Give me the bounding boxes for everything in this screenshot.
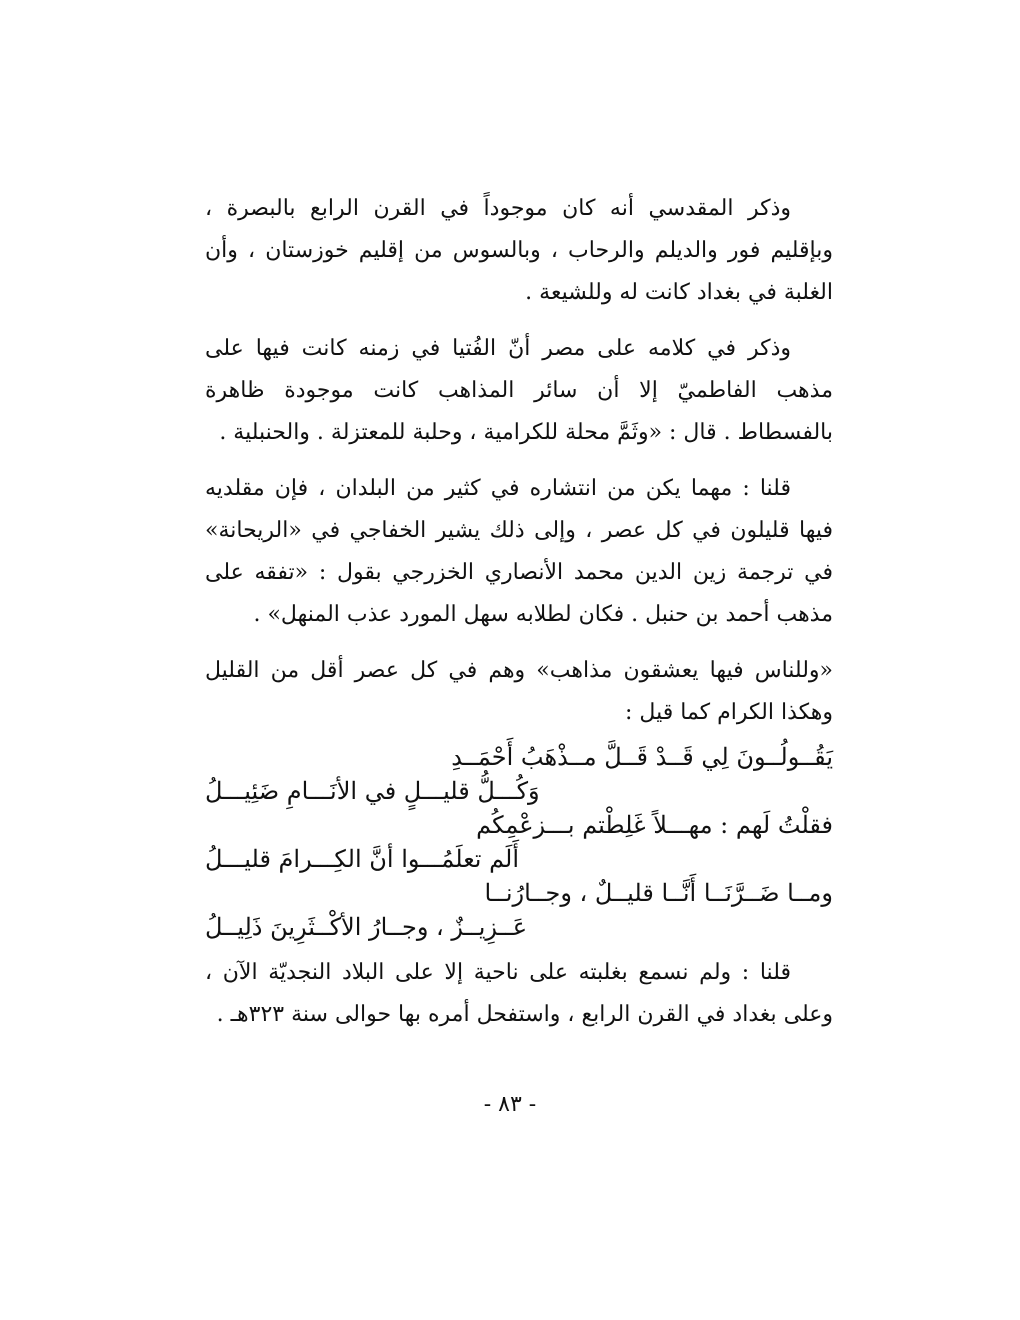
poem-verse-2-second-half: أَلَم تعلَمُـــوا أنَّ الكِـــرامَ قليـــلُ <box>205 845 520 873</box>
paragraph-4: «وللناس فيها يعشقون مذاهب» وهم في كل عصر أقل من القليل وهكذا الكرام كما قيل : <box>205 658 833 725</box>
poem-verse-1-second-half: وَكُـــلُّ قليـــلٍ في الأنَـــامِ ضَئِيـــلُ <box>205 777 540 805</box>
page-number: - ٨٣ - <box>483 1092 537 1117</box>
poem-verse-3-first-half: ومــا ضَــرَّنَــا أَنَّــا قليــلٌ ، وجــارُنــا <box>484 879 833 907</box>
paragraph-2: وذكر في كلامه على مصر أنّ الفُتيا في زمنه كانت فيها على مذهب الفاطميّ إلا أن سائر المذاهب كانت موجودة ظاهرة بالفسطاط . قال : «وثَمَّ محلة للكرامية ، وحلبة للمعتزلة . والحنبلية . <box>205 336 833 445</box>
poem-verse-2-first-half: فقلْتُ لَهم : مهـــلاً غَلِطْتم بـــزعْمِكُم <box>476 811 833 839</box>
page-body <box>205 188 833 1036</box>
closing-paragraph: قلنا : ولم نسمع بغلبته على ناحية إلا على البلاد النجديّة الآن ، وعلى بغداد في القرن الرابع ، واستفحل أمره بها حوالى سنة ٣٢٣هـ . <box>205 960 833 1027</box>
poem-verse-1-first-half: يَقُــولُــونَ لِي قَــدْ قَــلَّ مــذْهَبُ أَحْمَــدِ <box>451 743 833 771</box>
poem <box>205 740 833 944</box>
paragraph-1: وذكر المقدسي أنه كان موجوداً في القرن الرابع بالبصرة ، وبإقليم فور والديلم والرحاب ، وبالسوس من إقليم خوزستان ، وأن الغلبة في بغداد كانت له وللشيعة . <box>205 196 833 305</box>
paragraph-3: قلنا : مهما يكن من انتشاره في كثير من البلدان ، فإن مقلديه فيها قليلون في كل عصر ، وإلى ذلك يشير الخفاجي في «الريحانة» في ترجمة زين الدين محمد الأنصاري الخزرجي بقول : «تفقه على مذهب أحمد بن حنبل . فكان لطلابه سهل المورد عذب المنهل» . <box>205 476 833 627</box>
poem-verse-3-second-half: عَــزِيــزٌ ، وجــارُ الأكْــثَرِينَ ذَلِيــلُ <box>205 913 528 941</box>
